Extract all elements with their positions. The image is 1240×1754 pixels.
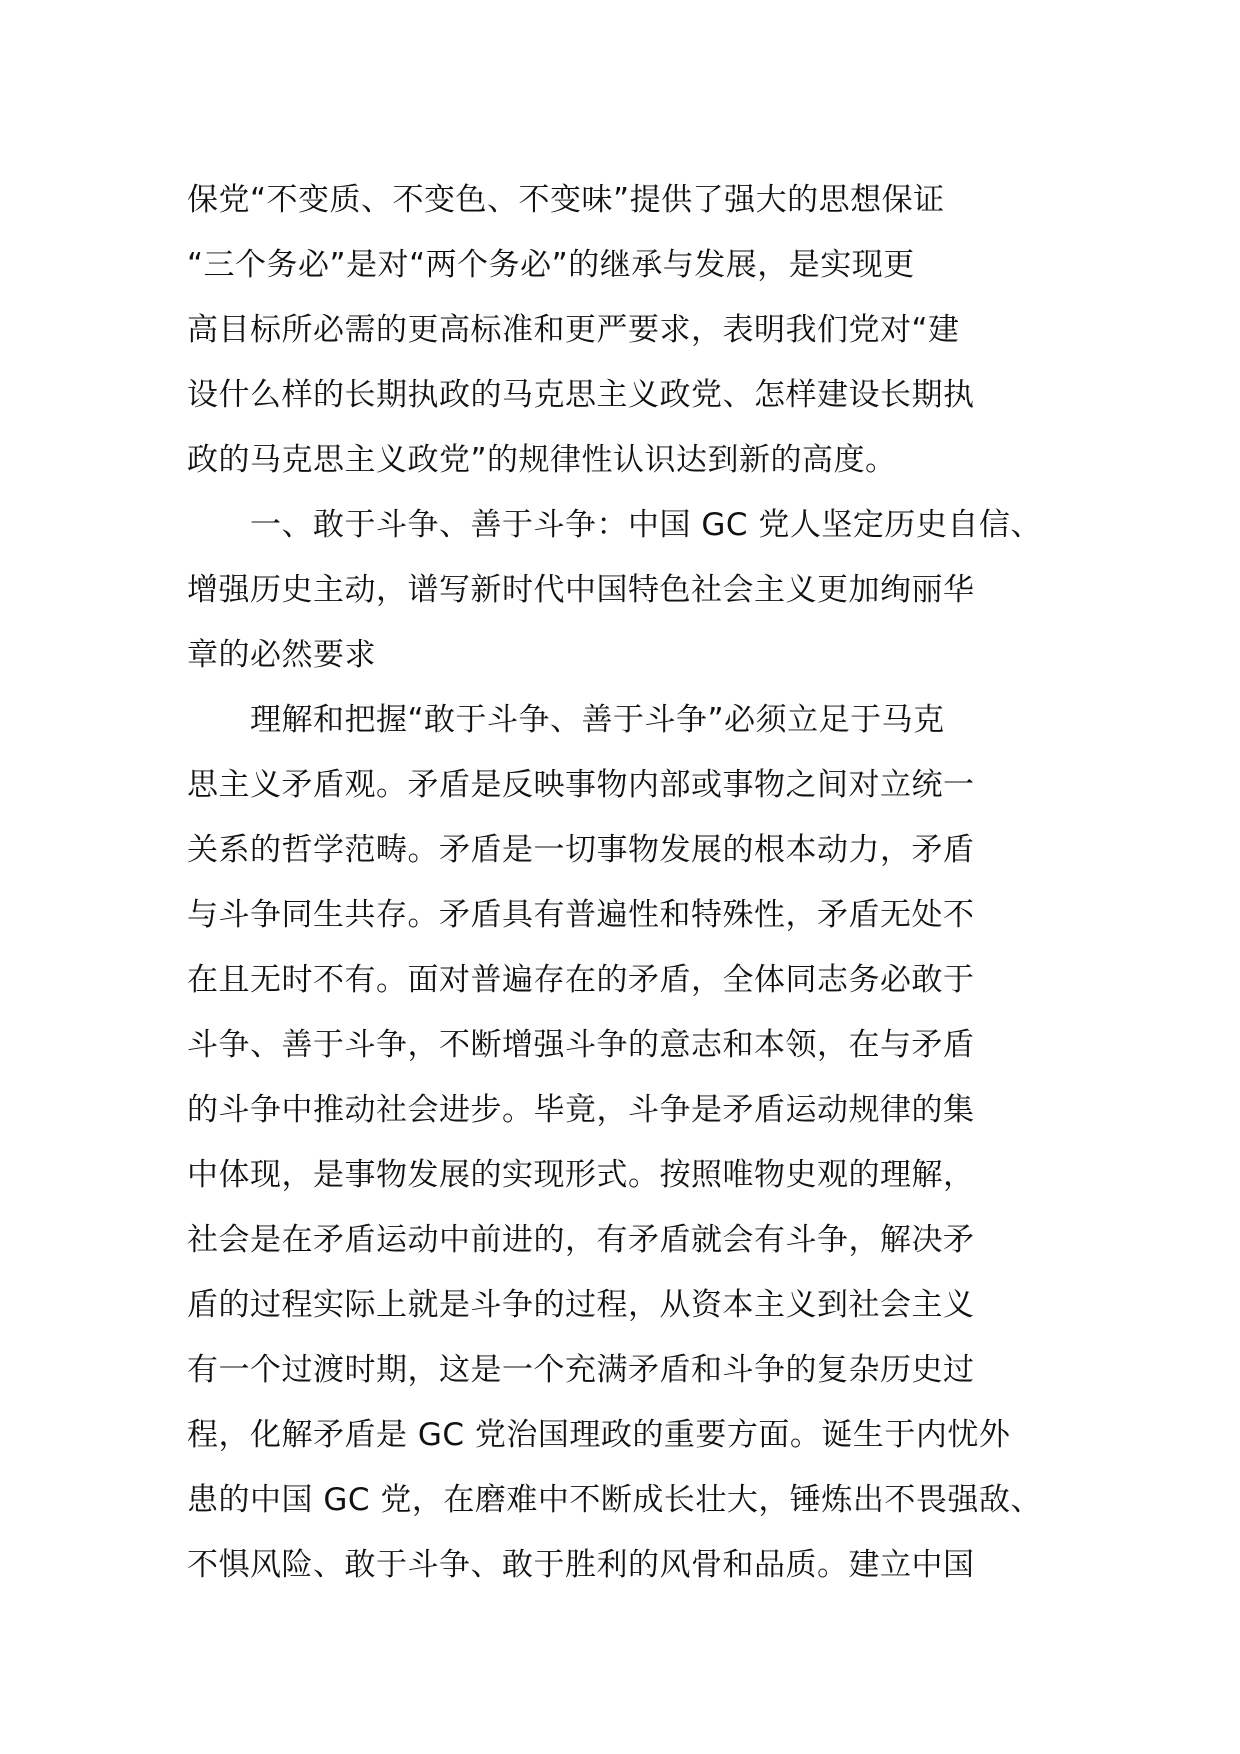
text-line: 在且无时不有。面对普遍存在的矛盾，全体同志务必敢于: [187, 962, 975, 998]
text-line: 程，化解矛盾是 GC 党治国理政的重要方面。诞生于内忧外: [187, 1417, 1011, 1453]
section-heading-line: 一、敢于斗争、善于斗争：中国 GC 党人坚定历史自信、: [187, 507, 1042, 543]
text-line: 与斗争同生共存。矛盾具有普遍性和特殊性，矛盾无处不: [187, 897, 975, 933]
text-line: 思主义矛盾观。矛盾是反映事物内部或事物之间对立统一: [187, 767, 975, 803]
text-line: 保党“不变质、不变色、不变味”提供了强大的思想保证: [187, 182, 945, 218]
section-heading-line: 增强历史主动，谱写新时代中国特色社会主义更加绚丽华: [187, 572, 975, 608]
text-line: 设什么样的长期执政的马克思主义政党、怎样建设长期执: [187, 377, 975, 413]
text-line: 斗争、善于斗争，不断增强斗争的意志和本领，在与矛盾: [187, 1027, 975, 1063]
text-line: 患的中国 GC 党，在磨难中不断成长壮大，锤炼出不畏强敌、: [187, 1482, 1042, 1518]
text-line: 社会是在矛盾运动中前进的，有矛盾就会有斗争，解决矛: [187, 1222, 975, 1258]
body-text: [187, 168, 1067, 1598]
text-line: “三个务必”是对“两个务必”的继承与发展，是实现更: [187, 247, 915, 283]
text-line: 盾的过程实际上就是斗争的过程，从资本主义到社会主义: [187, 1287, 975, 1323]
text-line: 政的马克思主义政党”的规律性认识达到新的高度。: [187, 442, 897, 478]
section-heading-line: 章的必然要求: [187, 637, 376, 673]
text-line: 中体现，是事物发展的实现形式。按照唯物史观的理解，: [187, 1157, 975, 1193]
text-line: 关系的哲学范畴。矛盾是一切事物发展的根本动力，矛盾: [187, 832, 975, 868]
text-line: 不惧风险、敢于斗争、敢于胜利的风骨和品质。建立中国: [187, 1547, 975, 1583]
text-line: 的斗争中推动社会进步。毕竟，斗争是矛盾运动规律的集: [187, 1092, 975, 1128]
text-line: 高目标所必需的更高标准和更严要求，表明我们党对“建: [187, 312, 960, 348]
text-line: 有一个过渡时期，这是一个充满矛盾和斗争的复杂历史过: [187, 1352, 975, 1388]
text-line: 理解和把握“敢于斗争、善于斗争”必须立足于马克: [187, 702, 945, 738]
